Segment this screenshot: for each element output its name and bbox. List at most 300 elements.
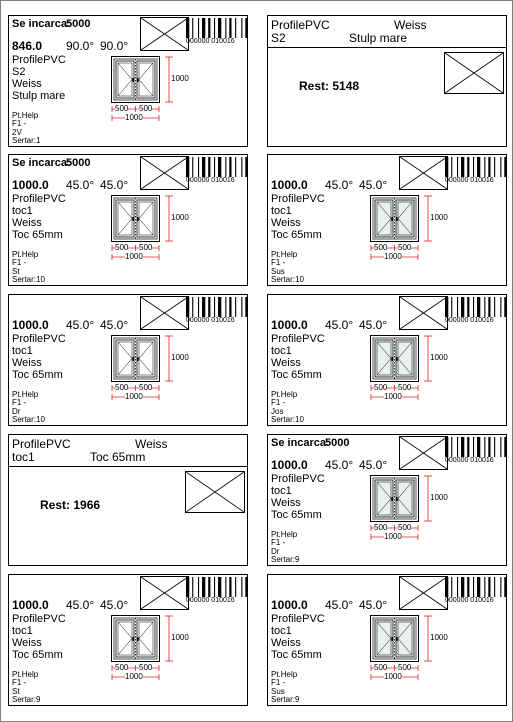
help-label: Pt.Help <box>12 390 39 399</box>
barcode-bar <box>445 437 448 457</box>
barcode-bar <box>488 157 490 177</box>
window-drawing <box>111 195 191 286</box>
barcode-bar <box>473 437 474 457</box>
cross-lines <box>445 53 503 93</box>
barcode-bar <box>457 577 458 597</box>
barcode-bar <box>457 297 458 317</box>
cross-lines <box>186 472 244 512</box>
profile-description: Toc 65mm <box>12 229 63 241</box>
help-label: Pt.Help <box>12 670 39 679</box>
handle-right <box>396 217 398 221</box>
handle-right <box>137 357 139 361</box>
image-placeholder <box>140 156 189 190</box>
rest-length: Rest: 5148 <box>299 79 360 93</box>
width-total-value: 1000 <box>125 113 143 122</box>
barcode-bar <box>494 297 495 317</box>
barcode-bar <box>218 157 221 177</box>
barcode-bar <box>235 18 236 38</box>
position-label: St <box>12 686 20 696</box>
profile-name: ProfilePVC <box>12 613 66 625</box>
barcode-bar <box>245 577 247 597</box>
profile-description: Toc 65mm <box>271 649 322 661</box>
function-label: F1 - <box>12 258 27 268</box>
width-left-value: 500 <box>115 663 129 672</box>
barcode-bar <box>235 157 236 177</box>
barcode-bar <box>241 157 242 177</box>
barcode-bar <box>504 437 506 457</box>
window-drawing <box>370 615 450 706</box>
barcode-bar <box>241 18 242 38</box>
barcode-bar <box>473 297 474 317</box>
profile-name: ProfilePVC <box>12 193 66 205</box>
barcode-bar <box>214 297 215 317</box>
barcode-bar <box>198 297 199 317</box>
right-sash <box>137 620 155 657</box>
barcode-bar <box>494 437 495 457</box>
cut-label <box>267 154 507 286</box>
height-value: 1000 <box>430 213 448 222</box>
function-label: F1 - <box>271 258 286 268</box>
barcode-bar <box>457 157 458 177</box>
barcode-bar <box>198 157 199 177</box>
drawer-label: Sertar:10 <box>271 415 304 425</box>
profile-description: Toc 65mm <box>271 369 322 381</box>
barcode-bar <box>186 297 189 317</box>
barcode-bar <box>461 577 464 597</box>
barcode-bar <box>229 157 231 177</box>
function-label: F1 - <box>12 119 27 129</box>
height-value: 1000 <box>171 633 189 642</box>
image-placeholder <box>399 436 448 470</box>
barcode-bar <box>488 437 490 457</box>
width-total-value: 1000 <box>125 672 143 681</box>
barcode-bar <box>208 577 210 597</box>
barcode-bar <box>192 157 193 177</box>
color-name: Weiss <box>135 437 168 451</box>
barcode-bar <box>467 577 469 597</box>
handle-left <box>392 217 394 221</box>
barcode-bar <box>208 18 210 38</box>
drawer-label: Sertar:10 <box>271 275 304 285</box>
right-sash <box>396 200 414 237</box>
barcode-bar <box>467 297 469 317</box>
barcode-bar <box>488 577 490 597</box>
image-placeholder <box>140 17 189 51</box>
profile-description: Toc 65mm <box>271 509 322 521</box>
rest-label <box>8 434 248 566</box>
cross-lines <box>141 577 188 609</box>
handle-right <box>396 357 398 361</box>
load-value: 5000 <box>325 437 350 449</box>
color-name: Weiss <box>394 18 427 32</box>
cut-angle-right: 45.0° <box>359 318 388 332</box>
profile-code: toc1 <box>12 345 33 357</box>
barcode-bar <box>461 437 464 457</box>
width-total-value: 1000 <box>125 252 143 261</box>
cut-angle-right: 45.0° <box>359 598 388 612</box>
profile-description: Stulp mare <box>12 90 66 102</box>
height-value: 1000 <box>430 633 448 642</box>
barcode-bar <box>473 157 474 177</box>
color-name: Weiss <box>12 78 42 90</box>
rest-length: Rest: 1966 <box>40 498 101 512</box>
cut-length: 846.0 <box>12 39 43 53</box>
color-name: Weiss <box>12 637 42 649</box>
handle-left <box>133 217 135 221</box>
barcode-number: 000000 010016 <box>186 38 235 45</box>
barcode-bar <box>500 437 501 457</box>
barcode-bar <box>229 577 231 597</box>
function-label: F1 - <box>271 538 286 548</box>
width-left-value: 500 <box>374 243 388 252</box>
barcode-bar <box>235 577 236 597</box>
barcode-bar <box>457 437 458 457</box>
width-left-value: 500 <box>115 243 129 252</box>
width-total-value: 1000 <box>384 672 402 681</box>
profile-code: toc1 <box>271 205 292 217</box>
position-label: St <box>12 266 20 276</box>
position-label: Sus <box>271 686 285 696</box>
cut-angle-left: 45.0° <box>325 598 354 612</box>
barcode-number: 000000 010016 <box>186 597 235 604</box>
cut-length: 1000.0 <box>12 318 49 332</box>
barcode-bar <box>488 297 490 317</box>
profile-name: ProfilePVC <box>271 613 325 625</box>
profile-code: toc1 <box>271 485 292 497</box>
profile-code: toc1 <box>12 450 35 464</box>
cut-angle-left: 45.0° <box>66 598 95 612</box>
cut-angle-left: 45.0° <box>325 318 354 332</box>
window-drawing <box>111 615 191 706</box>
width-right-value: 500 <box>398 663 412 672</box>
color-name: Weiss <box>12 217 42 229</box>
cut-angle-right: 45.0° <box>100 318 129 332</box>
cut-angle-left: 45.0° <box>66 318 95 332</box>
profile-description: Toc 65mm <box>12 649 63 661</box>
left-sash <box>116 61 134 98</box>
profile-name: ProfilePVC <box>12 437 71 451</box>
cut-angle-left: 45.0° <box>325 458 354 472</box>
drawer-label: Sertar:9 <box>271 695 300 705</box>
barcode-bar <box>225 157 226 177</box>
cut-label <box>267 294 507 426</box>
width-total-value: 1000 <box>384 392 402 401</box>
barcode-bar <box>214 577 215 597</box>
image-placeholder <box>399 156 448 190</box>
load-label: Se incarca: <box>271 437 330 449</box>
barcode-bar <box>208 297 210 317</box>
drawer-label: Sertar:10 <box>12 275 45 285</box>
position-label: Dr <box>12 406 21 416</box>
left-sash <box>116 340 134 377</box>
width-left-value: 500 <box>115 383 129 392</box>
cut-angle-right: 45.0° <box>359 178 388 192</box>
cut-angle-left: 45.0° <box>325 178 354 192</box>
image-placeholder <box>399 296 448 330</box>
profile-name: ProfilePVC <box>12 333 66 345</box>
width-left-value: 500 <box>374 523 388 532</box>
barcode-number: 000000 010016 <box>445 177 494 184</box>
width-right-value: 500 <box>139 243 153 252</box>
barcode-bar <box>186 577 189 597</box>
width-right-value: 500 <box>398 383 412 392</box>
profile-code: toc1 <box>12 625 33 637</box>
load-value: 5000 <box>66 157 91 169</box>
help-label: Pt.Help <box>271 670 298 679</box>
profile-description: Toc 65mm <box>12 369 63 381</box>
barcode-bar <box>198 577 199 597</box>
barcode-bar <box>208 157 210 177</box>
handle-left <box>133 357 135 361</box>
left-sash <box>116 200 134 237</box>
barcode-bar <box>245 157 247 177</box>
cut-length: 1000.0 <box>12 598 49 612</box>
cut-label <box>267 574 507 706</box>
barcode-bar <box>245 18 247 38</box>
cross-lines <box>400 157 447 189</box>
barcode-bar <box>202 157 205 177</box>
barcode-bar <box>500 577 501 597</box>
window-drawing <box>370 475 450 566</box>
height-value: 1000 <box>430 353 448 362</box>
barcode-bar <box>461 157 464 177</box>
barcode-bar <box>504 297 506 317</box>
barcode-bar <box>225 297 226 317</box>
barcode-number: 000000 010016 <box>445 457 494 464</box>
cut-length: 1000.0 <box>271 318 308 332</box>
profile-name: ProfilePVC <box>271 473 325 485</box>
window-drawing <box>111 335 191 426</box>
left-sash <box>375 200 393 237</box>
right-sash <box>137 200 155 237</box>
left-sash <box>375 340 393 377</box>
barcode-bar <box>229 18 231 38</box>
cross-lines <box>400 577 447 609</box>
profile-name: ProfilePVC <box>271 18 330 32</box>
cut-length: 1000.0 <box>271 178 308 192</box>
header-divider <box>268 47 506 48</box>
barcode-bar <box>484 157 485 177</box>
barcode-bar <box>186 157 189 177</box>
barcode-bar <box>461 297 464 317</box>
color-name: Weiss <box>12 357 42 369</box>
barcode-bar <box>451 157 452 177</box>
load-label: Se incarca: <box>12 157 71 169</box>
barcode-bar <box>241 577 242 597</box>
profile-code: S2 <box>271 31 286 45</box>
handle-left <box>133 637 135 641</box>
barcode-bar <box>198 18 199 38</box>
height-value: 1000 <box>430 493 448 502</box>
barcode-bar <box>494 157 495 177</box>
drawer-label: Sertar:9 <box>12 695 41 705</box>
barcode-bar <box>504 157 506 177</box>
barcode-bar <box>218 577 221 597</box>
position-label: Jos <box>271 406 284 416</box>
height-value: 1000 <box>171 353 189 362</box>
header-divider <box>9 466 247 467</box>
width-left-value: 500 <box>115 104 129 113</box>
cross-lines <box>400 437 447 469</box>
cut-label <box>8 15 248 147</box>
cut-angle-right: 90.0° <box>100 39 129 53</box>
width-total-value: 1000 <box>384 252 402 261</box>
barcode-bar <box>245 297 247 317</box>
width-left-value: 500 <box>374 663 388 672</box>
cross-lines <box>400 297 447 329</box>
color-name: Weiss <box>271 357 301 369</box>
cut-label <box>8 574 248 706</box>
handle-left <box>392 497 394 501</box>
drawer-label: Sertar:10 <box>12 415 45 425</box>
function-label: F1 - <box>12 678 27 688</box>
barcode-bar <box>467 437 469 457</box>
cross-lines <box>141 297 188 329</box>
barcode-bar <box>484 577 485 597</box>
barcode-bar <box>214 157 215 177</box>
barcode-bar <box>186 18 189 38</box>
drawer-label: Sertar:9 <box>271 555 300 565</box>
barcode-bar <box>494 577 495 597</box>
cut-angle-left: 45.0° <box>66 178 95 192</box>
profile-description: Stulp mare <box>349 31 408 45</box>
width-total-value: 1000 <box>125 392 143 401</box>
barcode-bar <box>500 297 501 317</box>
function-label: F1 - <box>271 398 286 408</box>
barcode-bar <box>225 18 226 38</box>
barcode-bar <box>504 577 506 597</box>
cut-label <box>8 154 248 286</box>
barcode-bar <box>445 577 448 597</box>
position-label: Dr <box>271 546 280 556</box>
cut-label <box>8 294 248 426</box>
handle-right <box>396 637 398 641</box>
barcode-number: 000000 010016 <box>445 317 494 324</box>
window-drawing <box>370 335 450 426</box>
profile-code: toc1 <box>271 625 292 637</box>
barcode-bar <box>214 18 215 38</box>
cross-lines <box>141 157 188 189</box>
profile-description: Toc 65mm <box>90 450 146 464</box>
barcode-bar <box>500 157 501 177</box>
right-sash <box>396 620 414 657</box>
right-sash <box>396 340 414 377</box>
right-sash <box>396 480 414 517</box>
barcode-bar <box>445 157 448 177</box>
barcode-number: 000000 010016 <box>186 317 235 324</box>
barcode-bar <box>192 297 193 317</box>
right-sash <box>137 61 155 98</box>
image-placeholder <box>444 52 504 94</box>
barcode-bar <box>241 297 242 317</box>
handle-left <box>133 78 135 82</box>
window-drawing <box>111 56 191 147</box>
barcode-bar <box>225 577 226 597</box>
width-right-value: 500 <box>139 383 153 392</box>
color-name: Weiss <box>271 497 301 509</box>
rest-label <box>267 15 507 147</box>
width-left-value: 500 <box>374 383 388 392</box>
cut-angle-left: 90.0° <box>66 39 95 53</box>
image-placeholder <box>399 576 448 610</box>
profile-name: ProfilePVC <box>271 193 325 205</box>
barcode-bar <box>235 297 236 317</box>
barcode-bar <box>445 297 448 317</box>
barcode-bar <box>218 297 221 317</box>
barcode-bar <box>202 18 205 38</box>
barcode-bar <box>451 577 452 597</box>
handle-right <box>137 637 139 641</box>
barcode-number: 000000 010016 <box>445 597 494 604</box>
right-sash <box>137 340 155 377</box>
left-sash <box>116 620 134 657</box>
width-right-value: 500 <box>139 104 153 113</box>
width-right-value: 500 <box>139 663 153 672</box>
color-name: Weiss <box>271 217 301 229</box>
function-label: F1 - <box>12 398 27 408</box>
barcode-bar <box>192 577 193 597</box>
barcode-bar <box>477 437 480 457</box>
help-label: Pt.Help <box>271 530 298 539</box>
cut-angle-right: 45.0° <box>100 178 129 192</box>
barcode-bar <box>484 437 485 457</box>
profile-code: S2 <box>12 66 26 78</box>
position-label: 2V <box>12 127 22 137</box>
drawer-label: Sertar:1 <box>12 136 41 146</box>
cross-lines <box>141 18 188 50</box>
barcode-bar <box>484 297 485 317</box>
cut-length: 1000.0 <box>271 598 308 612</box>
color-name: Weiss <box>271 637 301 649</box>
image-placeholder <box>140 296 189 330</box>
handle-left <box>392 357 394 361</box>
width-total-value: 1000 <box>384 532 402 541</box>
barcode-bar <box>477 297 480 317</box>
handle-right <box>137 78 139 82</box>
barcode-number: 000000 010016 <box>186 177 235 184</box>
load-value: 5000 <box>66 18 91 30</box>
barcode-bar <box>451 437 452 457</box>
help-label: Pt.Help <box>12 111 39 120</box>
cut-angle-right: 45.0° <box>359 458 388 472</box>
image-placeholder <box>140 576 189 610</box>
cut-length: 1000.0 <box>12 178 49 192</box>
barcode-bar <box>473 577 474 597</box>
barcode-bar <box>192 18 193 38</box>
load-label: Se incarca: <box>12 18 71 30</box>
width-right-value: 500 <box>398 523 412 532</box>
barcode-bar <box>229 297 231 317</box>
barcode-bar <box>477 577 480 597</box>
barcode-bar <box>451 297 452 317</box>
profile-description: Toc 65mm <box>271 229 322 241</box>
handle-right <box>137 217 139 221</box>
help-label: Pt.Help <box>12 250 39 259</box>
profile-code: toc1 <box>271 345 292 357</box>
profile-name: ProfilePVC <box>12 54 66 66</box>
profile-name: ProfilePVC <box>271 333 325 345</box>
cut-length: 1000.0 <box>271 458 308 472</box>
barcode-bar <box>477 157 480 177</box>
height-value: 1000 <box>171 213 189 222</box>
function-label: F1 - <box>271 678 286 688</box>
handle-left <box>392 637 394 641</box>
help-label: Pt.Help <box>271 390 298 399</box>
position-label: Sus <box>271 266 285 276</box>
left-sash <box>375 620 393 657</box>
handle-right <box>396 497 398 501</box>
window-drawing <box>370 195 450 286</box>
